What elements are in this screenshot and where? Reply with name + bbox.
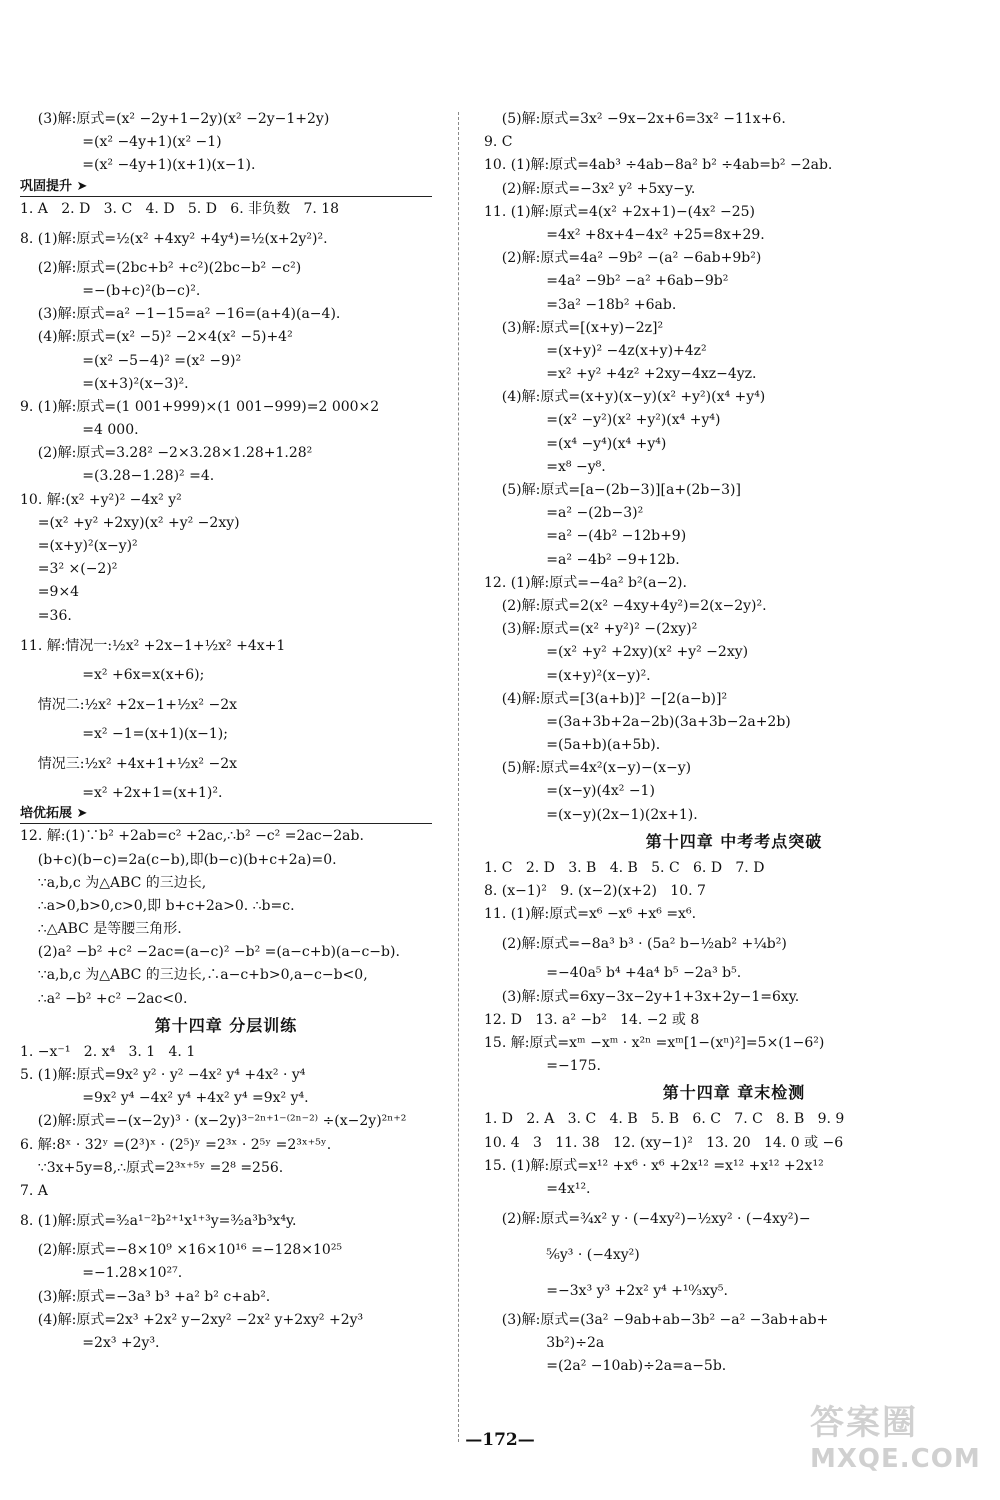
answer-line: 5. (1)解:原式=9x² y² · y² −4x² y⁴ +4x² · y⁴	[20, 1067, 306, 1083]
answer-line: (4)解:原式=(x² −5)² −2×4(x² −5)+4²	[20, 329, 293, 346]
answer-line: ∴a² −b² +c² −2ac<0.	[20, 990, 188, 1007]
answer-line: (5)解:原式=[a−(2b−3)][a+(2b−3)]	[484, 482, 741, 498]
answer-line: (3)解:原式=(x² −2y+1−2y)(x² −2y−1+2y)	[20, 111, 330, 127]
answer-line: =(3.28−1.28)² =4.	[20, 468, 215, 485]
answer-line: =(x² −y²)(x² +y²)(x⁴ +y⁴)	[484, 412, 721, 429]
answer-line: (2)解:原式=−3x² y² +5xy−y.	[484, 180, 696, 197]
answer-line: =(x−y)(2x−1)(2x+1).	[484, 806, 698, 823]
answer-line: =x² +y² +4z² +2xy−4xz−4yz.	[484, 366, 757, 383]
answer-line: =(x² −4y+1)(x² −1)	[20, 134, 222, 151]
answer-line: 1. A 2. D 3. C 4. D 5. D 6. 非负数 7. 18	[20, 200, 340, 217]
answer-line: =(x−y)(4x² −1)	[484, 783, 655, 800]
page-number: —172—	[465, 1430, 535, 1450]
answer-line: (4)解:原式=[3(a+b)]² −[2(a−b)]²	[484, 690, 728, 707]
watermark-site-text: MXQE.COM	[810, 1444, 981, 1474]
answer-line: ∴a>0,b>0,c>0,即 b+c+2a>0. ∴b=c.	[20, 897, 295, 914]
answer-line: ∴△ABC 是等腰三角形.	[20, 921, 182, 938]
answer-line: 10. (1)解:原式=4ab³ ÷4ab−8a² b² ÷4ab=b² −2ab.	[484, 157, 833, 174]
answer-line: =x² +2x+1=(x+1)².	[20, 785, 223, 802]
answer-line: =(x² −4y+1)(x+1)(x−1).	[20, 157, 256, 174]
answer-line: =36.	[20, 607, 72, 624]
answer-line: =3a² −18b² +6ab.	[484, 296, 677, 313]
answer-line: 9. C	[484, 134, 513, 151]
answer-line: 8. (1)解:原式=³⁄₂a¹⁻²b²⁺¹x¹⁺³y=³⁄₂a³b³x⁴y.	[20, 1213, 297, 1230]
answer-line: =a² −(4b² −12b+9)	[484, 528, 687, 545]
answer-line: 7. A	[20, 1182, 48, 1199]
answer-line: =(x⁴ −y⁴)(x⁴ +y⁴)	[484, 435, 667, 452]
answer-line: 12. 解:(1)∵b² +2ab=c² +2ac,∴b² −c² =2ac−2ab.	[20, 828, 364, 845]
chapter-heading: 第十四章 中考考点突破	[645, 831, 823, 851]
answer-line: =3² ×(−2)²	[20, 561, 118, 578]
answer-line: 情况三:½x² +4x+1+½x² −2x	[20, 756, 238, 773]
answer-line: 10. 4 3 11. 38 12. (xy−1)² 13. 20 14. 0 或 −6	[484, 1134, 844, 1151]
answer-line: (2)解:原式=¾x² y · (−4xy²)−½xy² · (−4xy²)−	[484, 1211, 811, 1228]
watermark-logo	[810, 1395, 990, 1490]
answer-line: =x² +6x=x(x+6);	[20, 666, 205, 683]
answer-line: =(x+3)²(x−3)².	[20, 375, 189, 392]
answer-line: 3b²)÷2a	[484, 1335, 605, 1352]
answer-line: =(x² −5−4)² =(x² −9)²	[20, 352, 242, 369]
answer-line: 1. −x⁻¹ 2. x⁴ 3. 1 4. 1	[20, 1043, 196, 1060]
answer-line: =−175.	[484, 1058, 601, 1075]
answer-line: (2)解:原式=−(x−2y)³ · (x−2y)³⁻²ⁿ⁺¹⁻⁽²ⁿ⁻²⁾ ÷(x−2y)²ⁿ⁺²	[20, 1113, 407, 1130]
answer-line: =a² −(2b−3)²	[484, 505, 644, 522]
right-column	[484, 108, 984, 1379]
chapter-heading: 第十四章 章末检测	[662, 1083, 806, 1103]
answer-line: 9. (1)解:原式=(1 001+999)×(1 001−999)=2 000×2	[20, 398, 380, 415]
answer-line: =(x² +y² +2xy)(x² +y² −2xy)	[484, 644, 749, 661]
answer-line: 15. (1)解:原式=x¹² +x⁶ · x⁶ +2x¹² =x¹² +x¹² +2x¹²	[484, 1157, 824, 1174]
answer-line: (5)解:原式=3x² −9x−2x+6=3x² −11x+6.	[484, 111, 786, 127]
answer-line: =a² −4b² −9+12b.	[484, 551, 680, 568]
answer-line: =(x+y)²(x−y)².	[484, 667, 651, 684]
answer-line: =x² −1=(x+1)(x−1);	[20, 725, 228, 742]
answer-line: (2)解:原式=2(x² −4xy+4y²)=2(x−2y)².	[484, 597, 767, 614]
answer-line: =2x³ +2y³.	[20, 1334, 160, 1351]
answer-line: =x⁸ −y⁸.	[484, 458, 606, 475]
answer-line: (2)a² −b² +c² −2ac=(a−c)² −b² =(a−c+b)(a−c−b).	[20, 944, 400, 961]
answer-line: ∵a,b,c 为△ABC 的三边长,	[20, 874, 207, 891]
answer-line: (2)解:原式=4a² −9b² −(a² −6ab+9b²)	[484, 250, 762, 267]
answer-line: 11. 解:情况一:½x² +2x−1+½x² +4x+1	[20, 637, 286, 654]
answer-line: =−1.28×10²⁷.	[20, 1265, 183, 1282]
answer-line: =−40a⁵ b⁴ +4a⁴ b⁵ −2a³ b⁵.	[484, 965, 742, 982]
answer-line: 情况二:½x² +2x−1+½x² −2x	[20, 696, 238, 713]
answer-line: =(x² +y² +2xy)(x² +y² −2xy)	[20, 514, 240, 531]
answer-line: =4 000.	[20, 422, 139, 439]
answer-line: 10. 解:(x² +y²)² −4x² y²	[20, 491, 182, 508]
answer-line: 11. (1)解:原式=4(x² +2x+1)−(4x² −25)	[484, 203, 756, 220]
answer-line: (3)解:原式=(x² +y²)² −(2xy)²	[484, 621, 698, 638]
section-heading: 培优拓展 ➤	[20, 805, 432, 825]
answer-line: (2)解:原式=3.28² −2×3.28×1.28+1.28²	[20, 445, 313, 462]
answer-line: =4x² +8x+4−4x² +25=8x+29.	[484, 226, 765, 243]
answer-line: =4x¹².	[484, 1180, 591, 1197]
answer-line: 12. (1)解:原式=−4a² b²(a−2).	[484, 574, 687, 591]
answer-line: (2)解:原式=(2bc+b² +c²)(2bc−b² −c²)	[20, 259, 302, 276]
answer-line: =(3a+3b+2a−2b)(3a+3b−2a+2b)	[484, 713, 791, 730]
answer-line: =(2a² −10ab)÷2a=a−5b.	[484, 1358, 727, 1375]
answer-line: (3)解:原式=[(x+y)−2z]²	[484, 319, 664, 336]
answer-line: (4)解:原式=(x+y)(x−y)(x² +y²)(x⁴ +y⁴)	[484, 389, 766, 406]
answer-line: =(5a+b)(a+5b).	[484, 737, 661, 754]
answer-line: (5)解:原式=4x²(x−y)−(x−y)	[484, 760, 692, 777]
answer-line: =−3x³ y³ +2x² y⁴ +¹⁰⁄₃xy⁵.	[484, 1283, 728, 1300]
answer-line: =(x+y)²(x−y)²	[20, 538, 138, 554]
column-divider	[458, 112, 459, 1442]
answer-line: (3)解:原式=−3a³ b³ +a² b² c+ab².	[20, 1288, 271, 1305]
answer-line: 8. (1)解:原式=½(x² +4xy² +4y⁴)=½(x+2y²)².	[20, 230, 328, 247]
answer-line: (3)解:原式=(3a² −9ab+ab−3b² −a² −3ab+ab+	[484, 1312, 829, 1329]
answer-line: =9x² y⁴ −4x² y⁴ +4x² y⁴ =9x² y⁴.	[20, 1090, 309, 1107]
answer-line: ⅚y³ · (−4xy²)	[484, 1247, 640, 1264]
answer-line: 1. D 2. A 3. C 4. B 5. B 6. C 7. C 8. B 9. 9	[484, 1111, 845, 1128]
answer-line: (3)解:原式=6xy−3x−2y+1+3x+2y−1=6xy.	[484, 988, 800, 1005]
answer-line: (4)解:原式=2x³ +2x² y−2xy² −2x² y+2xy² +2y³	[20, 1311, 364, 1328]
chapter-heading: 第十四章 分层训练	[154, 1015, 298, 1035]
answer-line: (3)解:原式=a² −1−15=a² −16=(a+4)(a−4).	[20, 306, 341, 323]
section-heading: 巩固提升 ➤	[20, 178, 432, 198]
answer-line: (b+c)(b−c)=2a(c−b),即(b−c)(b+c+2a)=0.	[20, 851, 337, 868]
answer-line: (2)解:原式=−8×10⁹ ×16×10¹⁶ =−128×10²⁵	[20, 1242, 343, 1259]
answer-line: 15. 解:原式=xᵐ −xᵐ · x²ⁿ =xᵐ[1−(xⁿ)²]=5×(1−6²)	[484, 1034, 825, 1051]
answer-line: ∵3x+5y=8,∴原式=2³ˣ⁺⁵ʸ =2⁸ =256.	[20, 1159, 284, 1176]
answer-line: =−(b+c)²(b−c)².	[20, 282, 201, 299]
answer-line: 8. (x−1)² 9. (x−2)(x+2) 10. 7	[484, 883, 706, 899]
answer-line: 1. C 2. D 3. B 4. B 5. C 6. D 7. D	[484, 859, 765, 876]
answer-line: 12. D 13. a² −b² 14. −2 或 8	[484, 1011, 700, 1028]
answer-line: 6. 解:8ˣ · 32ʸ =(2³)ˣ · (2⁵)ʸ =2³ˣ · 2⁵ʸ =2³ˣ⁺⁵ʸ.	[20, 1136, 332, 1153]
watermark-logo-text: 答案圈	[810, 1403, 918, 1443]
answer-line: 11. (1)解:原式=x⁶ −x⁶ +x⁶ =x⁶.	[484, 906, 697, 923]
left-column	[20, 108, 432, 1355]
answer-line: ∵a,b,c 为△ABC 的三边长,∴a−c+b>0,a−c−b<0,	[20, 967, 368, 984]
answer-line: =(x+y)² −4z(x+y)+4z²	[484, 342, 707, 359]
answer-line: =4a² −9b² −a² +6ab−9b²	[484, 273, 729, 290]
answer-line: =9×4	[20, 584, 80, 601]
answer-line: (2)解:原式=−8a³ b³ · (5a² b−½ab² +¼b²)	[484, 936, 787, 953]
